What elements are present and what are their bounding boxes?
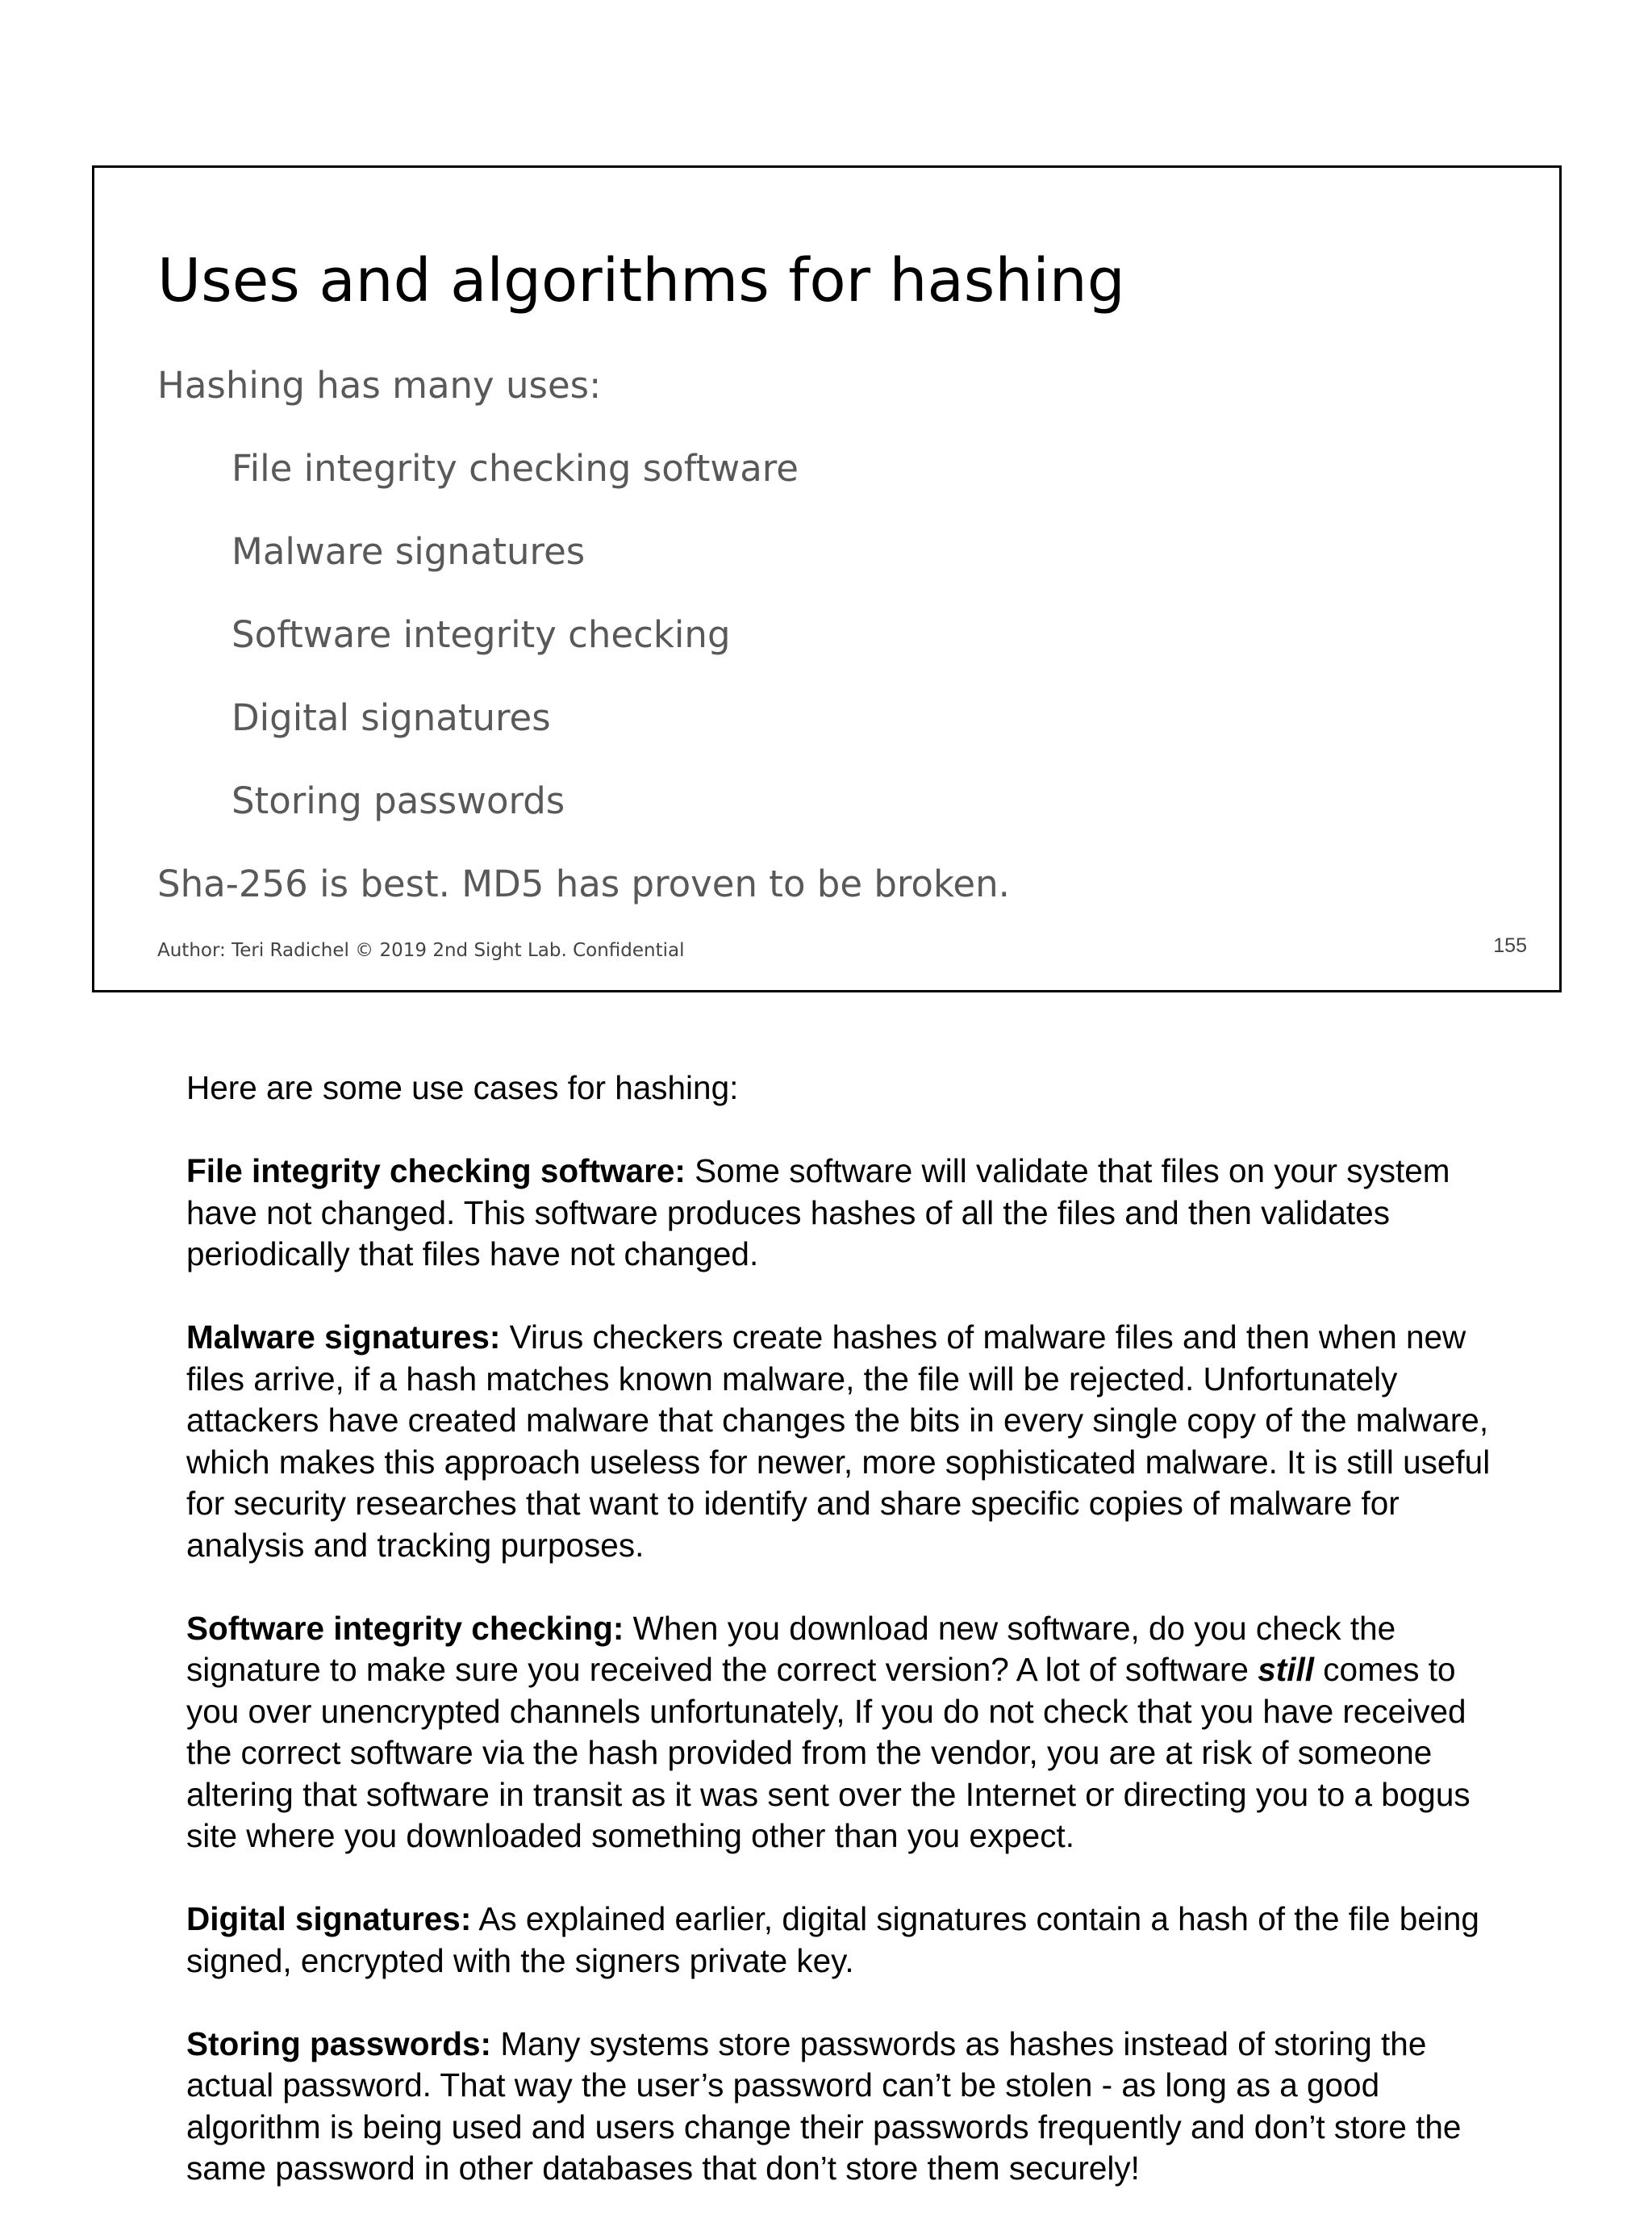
slide-frame [92, 165, 1562, 992]
slide-use-item: File integrity checking software [232, 447, 799, 490]
notes-heading: File integrity checking software: [186, 1152, 686, 1189]
notes-text: comes to you over unencrypted channels unfortunately, If you do not check that you have received the correct software via the hash provided from the vendor, you are at risk of someone altering that software in transit as it was sent over the Internet or directing you to a bogus site where you downloaded something other than you expect. [186, 1651, 1471, 1854]
notes-text: As explained earlier, digital signatures contain a hash of the file being signed, encrypted with the signers private key. [186, 1900, 1479, 1979]
speaker-notes [186, 1067, 1493, 2231]
notes-heading: Malware signatures: [186, 1318, 501, 1356]
notes-text: Many systems store passwords as hashes instead of storing the actual password. That way the user’s password can’t be stolen - as long as a good algorithm is being used and users change their passwords frequently and don’t store the same password in other databases that don’t store them securely! [186, 2024, 1462, 2187]
notes-text: Some software will validate that files on your system have not changed. This software produces hashes of all the files and then validates periodically that files have not changed. [186, 1152, 1450, 1272]
notes-text: When you download new software, do you check the signature to make sure you received the correct version? A lot of software [186, 1609, 1396, 1688]
slide-body [157, 361, 1010, 943]
notes-heading: Storing passwords: [186, 2024, 492, 2062]
slide-use-item: Digital signatures [232, 696, 551, 739]
notes-emphasis: still [1258, 1651, 1314, 1688]
slide-page-number: 155 [1493, 934, 1527, 957]
notes-intro: Here are some use cases for hashing: [186, 1069, 739, 1106]
slide-intro: Hashing has many uses: [157, 364, 602, 407]
notes-heading: Software integrity checking: [186, 1609, 624, 1647]
slide-use-item: Malware signatures [232, 530, 586, 573]
notes-text: Virus checkers create hashes of malware files and then when new files arrive, if a hash matches known malware, the file will be rejected. Unfortunately attackers have created malware that changes the bits in every single copy of the malware, which makes this approach useless for newer, more sophisticated malware. It is still useful for security researches that want to identify and share specific copies of malware for analysis and tracking purposes. [186, 1318, 1491, 1564]
notes-heading: Digital signatures: [186, 1900, 472, 1937]
notes-paragraph [186, 1151, 1493, 1276]
notes-paragraph [186, 1899, 1493, 1982]
slide-use-item: Storing passwords [232, 779, 565, 822]
notes-paragraph [186, 1608, 1493, 1857]
notes-paragraph [186, 1317, 1493, 1566]
slide-use-item: Software integrity checking [232, 613, 731, 656]
slide-title: Uses and algorithms for hashing [157, 246, 1125, 315]
slide-conclusion: Sha-256 is best. MD5 has proven to be broken. [157, 863, 1010, 905]
slide-footer: Author: Teri Radichel © 2019 2nd Sight Lab. Confidential [157, 940, 685, 961]
notes-paragraph [186, 2024, 1493, 2190]
